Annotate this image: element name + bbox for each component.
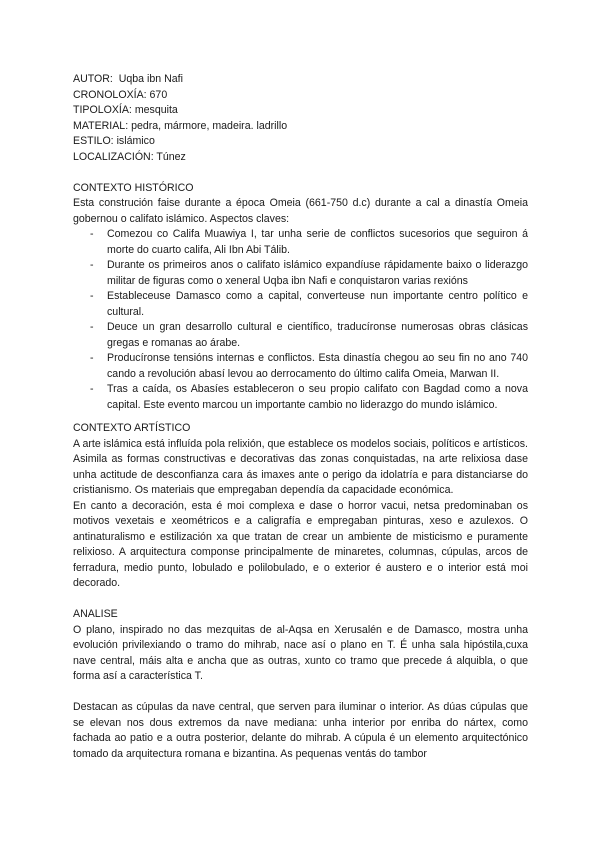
paragraph: O plano, inspirado no das mezquitas de al-Aqsa en Xerusalén e de Damasco, mostra unha evolución privilexiando o tramo do mihrab, nace así o plano en T. É unha sala hipóstila,cuxa nave central, máis alta e ancha que as outras, xunto co tramo que precede á alquibla, o que forma así a característica T.: [73, 623, 528, 682]
list-item: - Comezou co Califa Muawiya I, tar unha serie de conflictos sucesorios que seguiron á morte do cuarto califa, Ali Ibn Abi Tálib.: [90, 228, 528, 256]
list-item-text: Deuce un gran desarrollo cultural e científico, traducíronse numerosas obras clásicas gregas e romanas ao árabe.: [107, 321, 528, 349]
list-item: - Producíronse tensións internas e conflictos. Esta dinastía chegou ao seu fin no ano 740 cando a revolución abasí levou ao derrocamento do último califa Omeia, Marwan II.: [90, 352, 528, 380]
section-heading: CONTEXTO ARTÍSTICO: [73, 422, 191, 434]
meta-value: mesquita: [131, 104, 178, 116]
list-item-text: Comezou co Califa Muawiya I, tar unha serie de conflictos sucesorios que seguiron á morte do cuarto califa, Ali Ibn Abi Tálib.: [107, 228, 528, 256]
list-item-text: Producíronse tensións internas e conflictos. Esta dinastía chegou ao seu fin no ano 740 cando a revolución abasí levou ao derrocamento do último califa Omeia, Marwan II.: [107, 352, 528, 380]
list-item-text: Estableceuse Damasco como a capital, converteuse nun importante centro político e cultural.: [107, 290, 528, 318]
meta-value: Uqba ibn Nafi: [112, 73, 183, 85]
analysis-section: [73, 607, 528, 762]
list-item: - Tras a caída, os Abasíes estableceron o seu propio califato con Bagdad como a nova capital. Este evento marcou un importante cambio no liderazgo do mundo islámico.: [90, 383, 528, 411]
meta-chronology: [73, 88, 528, 104]
paragraph: A arte islámica está influída pola relixión, que establece os modelos sociais, políticos e artísticos. Asimila as formas constructivas e decorativas das zonas conquistadas, na arte relixiosa dase unha actitude de desconfianza cara ás imaxes ante o perigo da idolatría e para distanciarse do cristianismo. Os materiais que empregaban dependía da capacidade económica.: [73, 437, 528, 496]
meta-label: LOCALIZACIÓN:: [73, 150, 154, 163]
list-item: - Estableceuse Damasco como a capital, converteuse nun importante centro político e cultural.: [90, 290, 528, 318]
meta-location: [73, 150, 528, 166]
section-heading: ANALISE: [73, 608, 118, 620]
list-item: - Durante os primeiros anos o califato islámico expandíuse rápidamente baixo o liderazgo militar de figuras como o xeneral Uqba ibn Nafi e conquistaron varias rexións: [90, 259, 528, 287]
historical-context-section: [73, 181, 528, 414]
document-content: [73, 72, 528, 762]
meta-label: TIPOLOXÍA:: [73, 104, 132, 116]
paragraph: En canto a decoración, esta é moi complexa e dase o horror vacui, netsa predominaban os motivos vexetais e xeométricos e a caligrafía e empregaban pinturas, xeso e azulexos. O antinaturalismo e estilización xa que tratan de crear un ambiente de misticismo e puramente relixioso. A arquitectura componse principalmente de minaretes, columnas, cúpulas, arcos de ferradura, medio punto, lobulado e polilobulado, e o exterior é austero e o interior está moi decorado.: [73, 499, 528, 589]
meta-material: [73, 119, 528, 135]
meta-value: 670: [146, 88, 168, 101]
meta-label: AUTOR:: [73, 73, 113, 85]
list-item-text: Durante os primeiros anos o califato islámico expandíuse rápidamente baixo o liderazgo militar de figuras como o xeneral Uqba ibn Nafi e conquistaron varias rexións: [107, 259, 528, 287]
list-item-text: Tras a caída, os Abasíes estableceron o seu propio califato con Bagdad como a nova capital. Este evento marcou un importante cambio no liderazgo do mundo islámico.: [107, 383, 528, 411]
list-item: - Deuce un gran desarrollo cultural e científico, traducíronse numerosas obras clásicas gregas e romanas ao árabe.: [90, 321, 528, 349]
meta-label: CRONOLOXÍA:: [73, 88, 147, 101]
meta-style: [73, 134, 528, 150]
bullet-list: [73, 227, 528, 413]
paragraph: Destacan as cúpulas da nave central, que serven para iluminar o interior. As dúas cúpulas que se elevan nos dous extremos da nave mediana: unha interior por enriba do nártex, como fachada ao patio e a outra posterior, delante do mihrab. A cúpula é un elemento arquitectónico tomado da arquitectura romana e bizantina. As pequenas ventás do tambor: [73, 701, 528, 760]
meta-typology: [73, 103, 528, 119]
section-heading: CONTEXTO HISTÓRICO: [73, 181, 194, 194]
metadata-block: [73, 72, 528, 165]
meta-value: pedra, mármore, madeira. ladrillo: [128, 119, 288, 132]
meta-author: [73, 72, 528, 88]
artistic-context-section: [73, 421, 528, 592]
meta-label: ESTILO:: [73, 135, 114, 147]
paragraph: Esta construción faise durante a época Omeia (661-750 d.c) durante a cal a dinastía Omeia gobernou o califato islámico. Aspectos claves:: [73, 197, 528, 225]
meta-value: islámico: [113, 135, 155, 147]
meta-label: MATERIAL:: [73, 119, 129, 132]
meta-value: Túnez: [153, 150, 186, 163]
